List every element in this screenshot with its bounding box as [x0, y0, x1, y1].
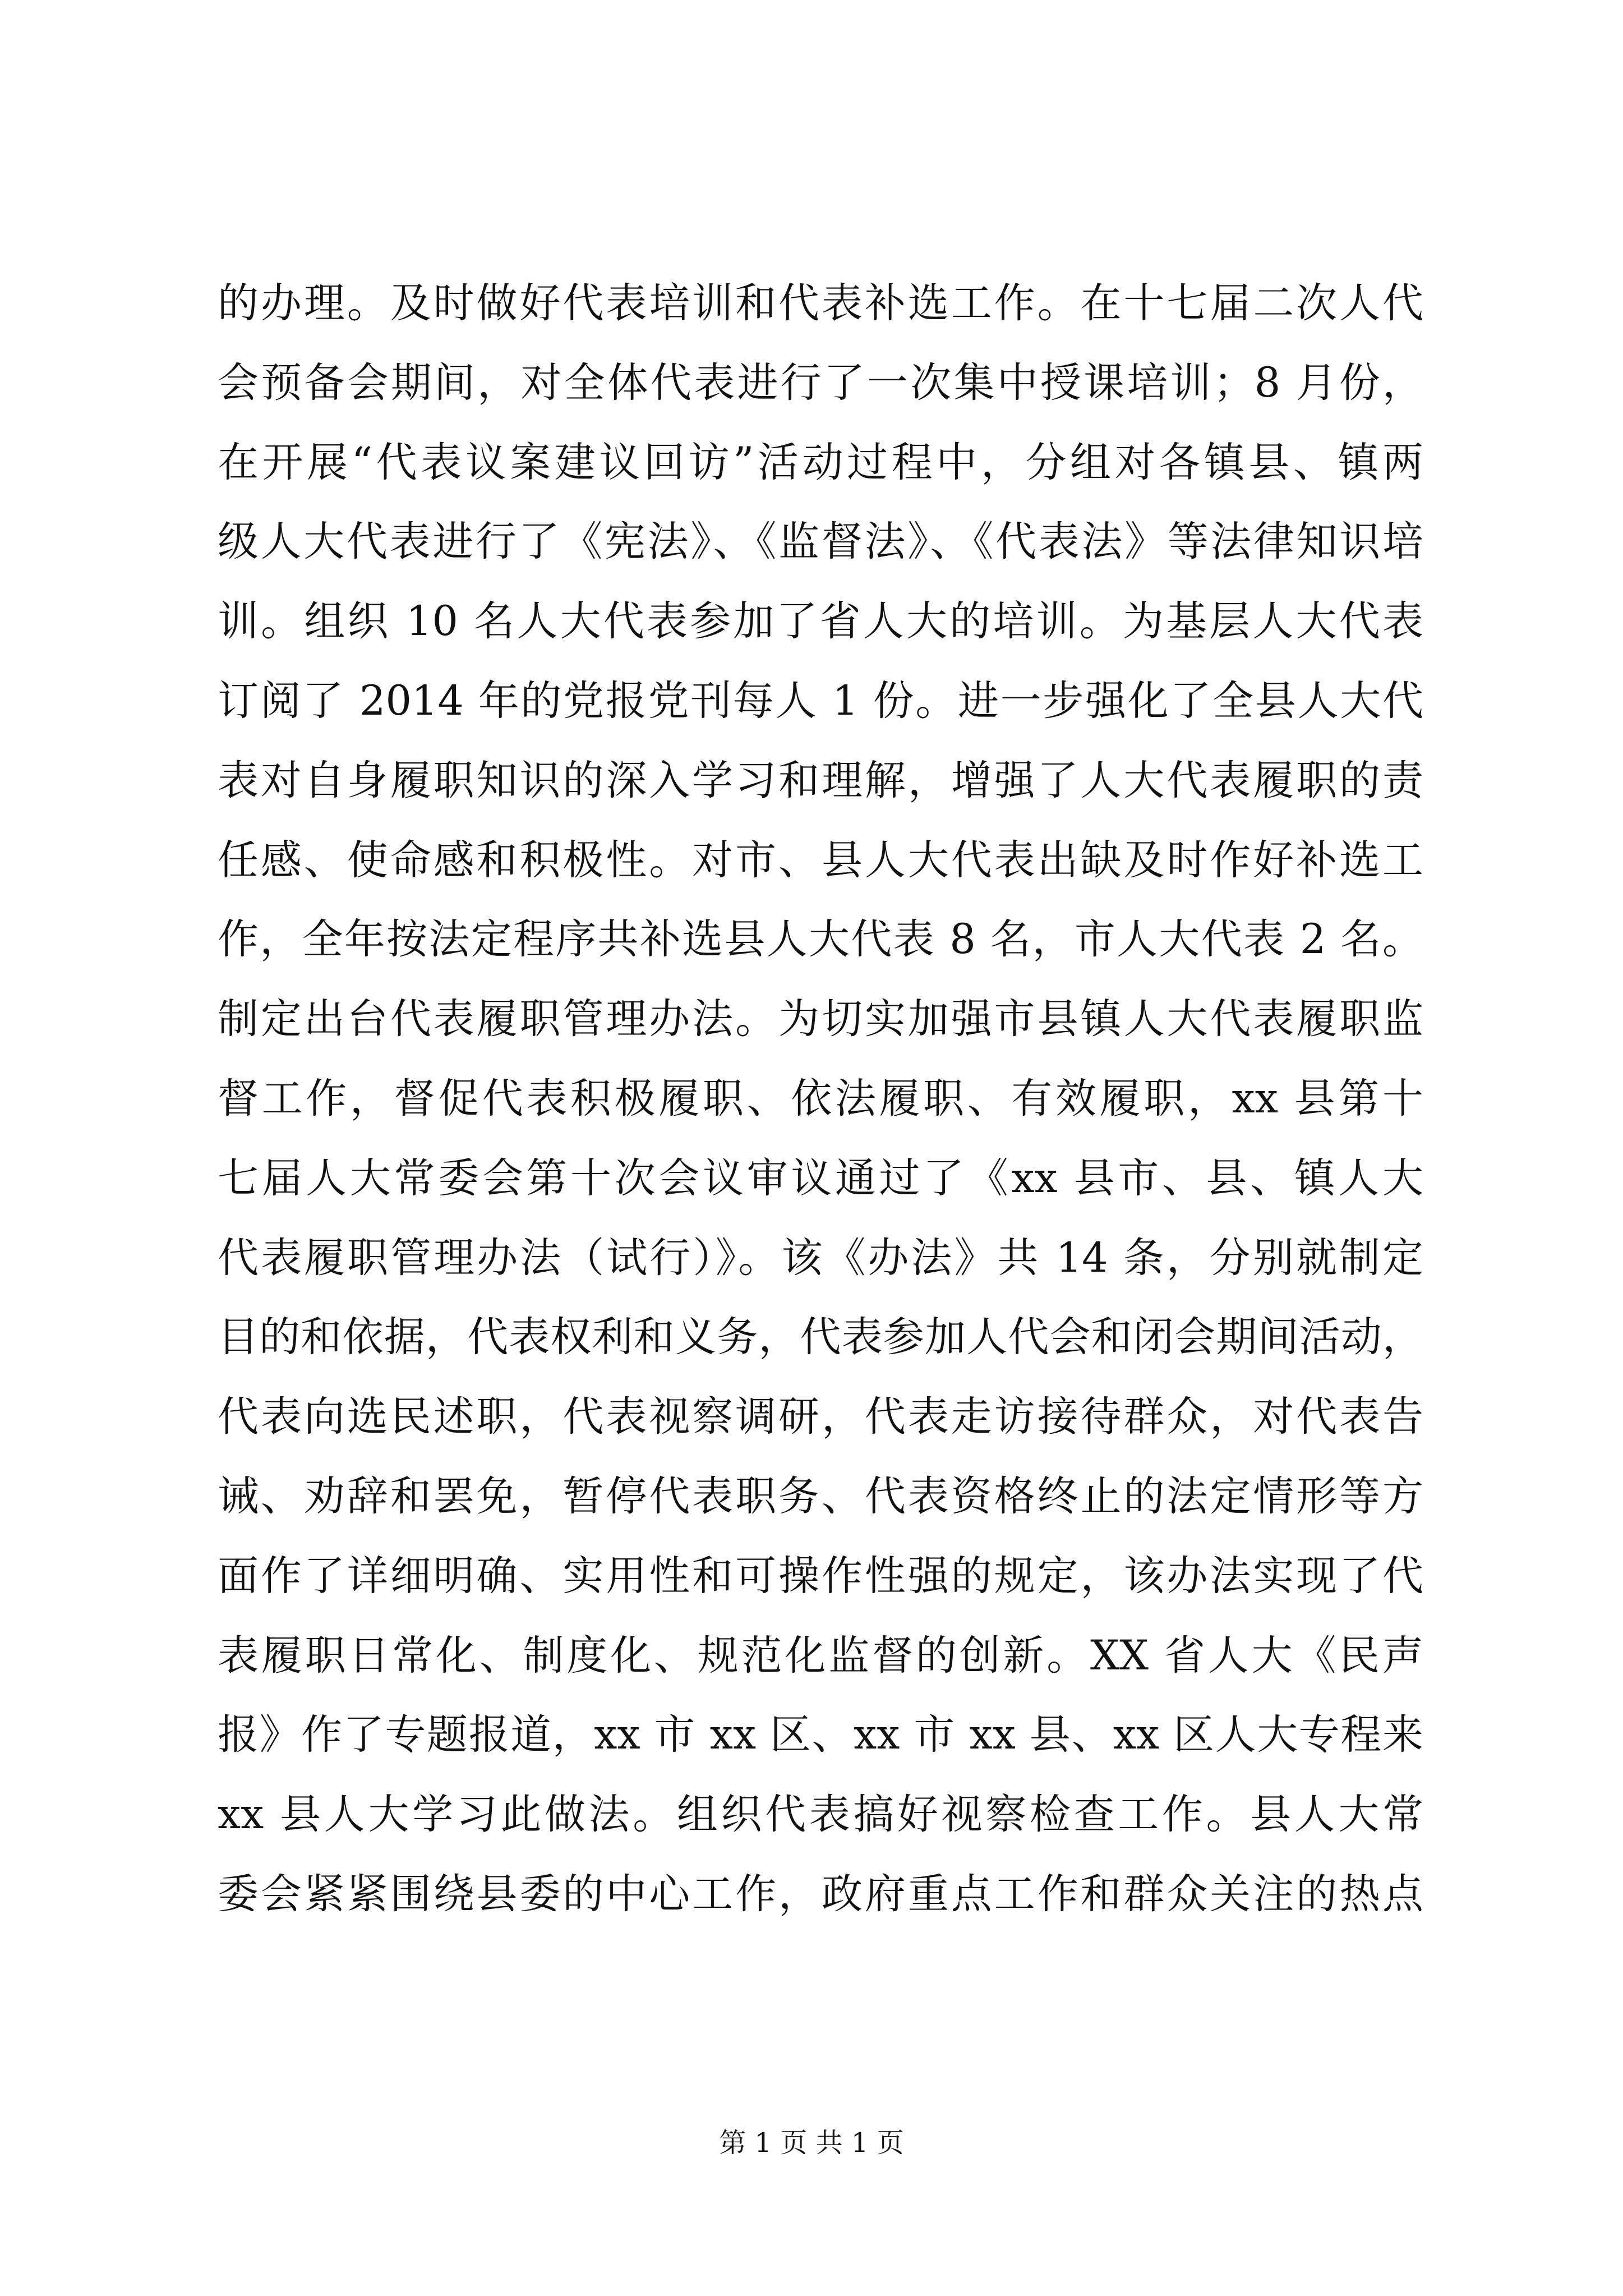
text-line-11: 督工作，督促代表积极履职、依法履职、有效履职，xx 县第十 [218, 1074, 1423, 1122]
text-line-18: 表履职日常化、制度化、规范化监督的创新。XX 省人大《民声 [218, 1631, 1423, 1680]
text-line-13: 代表履职管理办法（试行）》。该《办法》共 14 条，分别就制定 [218, 1234, 1423, 1282]
text-line-10: 制定出台代表履职管理办法。为切实加强市县镇人大代表履职监 [218, 995, 1423, 1043]
body-text [218, 264, 1423, 1934]
text-line-3: 在开展“代表议案建议回访”活动过程中，分组对各镇县、镇两 [218, 438, 1423, 486]
text-line-5: 训。组织 10 名人大代表参加了省人大的培训。为基层人大代表 [218, 597, 1423, 646]
text-line-6: 订阅了 2014 年的党报党刊每人 1 份。进一步强化了全县人大代 [218, 677, 1423, 725]
text-line-19: 报》作了专题报道，xx 市 xx 区、xx 市 xx 县、xx 区人大专程来 [218, 1711, 1423, 1759]
text-line-15: 代表向选民述职，代表视察调研，代表走访接待群众，对代表告 [218, 1393, 1423, 1441]
text-line-7: 表对自身履职知识的深入学习和理解，增强了人大代表履职的责 [218, 756, 1423, 804]
page-footer: 第 1 页 共 1 页 [719, 2127, 904, 2159]
text-line-20: xx 县人大学习此做法。组织代表搞好视察检查工作。县人大常 [218, 1791, 1423, 1839]
text-line-16: 诫、劝辞和罢免，暂停代表职务、代表资格终止的法定情形等方 [218, 1472, 1423, 1520]
text-line-21: 委会紧紧围绕县委的中心工作，政府重点工作和群众关注的热点 [218, 1870, 1423, 1918]
text-line-2: 会预备会期间，对全体代表进行了一次集中授课培训；8 月份， [218, 358, 1423, 407]
text-line-9: 作，全年按法定程序共补选县人大代表 8 名，市人大代表 2 名。 [218, 915, 1423, 964]
text-line-17: 面作了详细明确、实用性和可操作性强的规定，该办法实现了代 [218, 1552, 1423, 1600]
text-line-4: 级人大代表进行了《宪法》、《监督法》、《代表法》等法律知识培 [218, 518, 1423, 566]
text-line-14: 目的和依据，代表权利和义务，代表参加人代会和闭会期间活动， [218, 1313, 1423, 1361]
text-line-12: 七届人大常委会第十次会议审议通过了《xx 县市、县、镇人大 [218, 1154, 1423, 1202]
text-line-8: 任感、使命感和积极性。对市、县人大代表出缺及时作好补选工 [218, 836, 1423, 884]
text-line-1: 的办理。及时做好代表培训和代表补选工作。在十七届二次人代 [218, 279, 1423, 327]
